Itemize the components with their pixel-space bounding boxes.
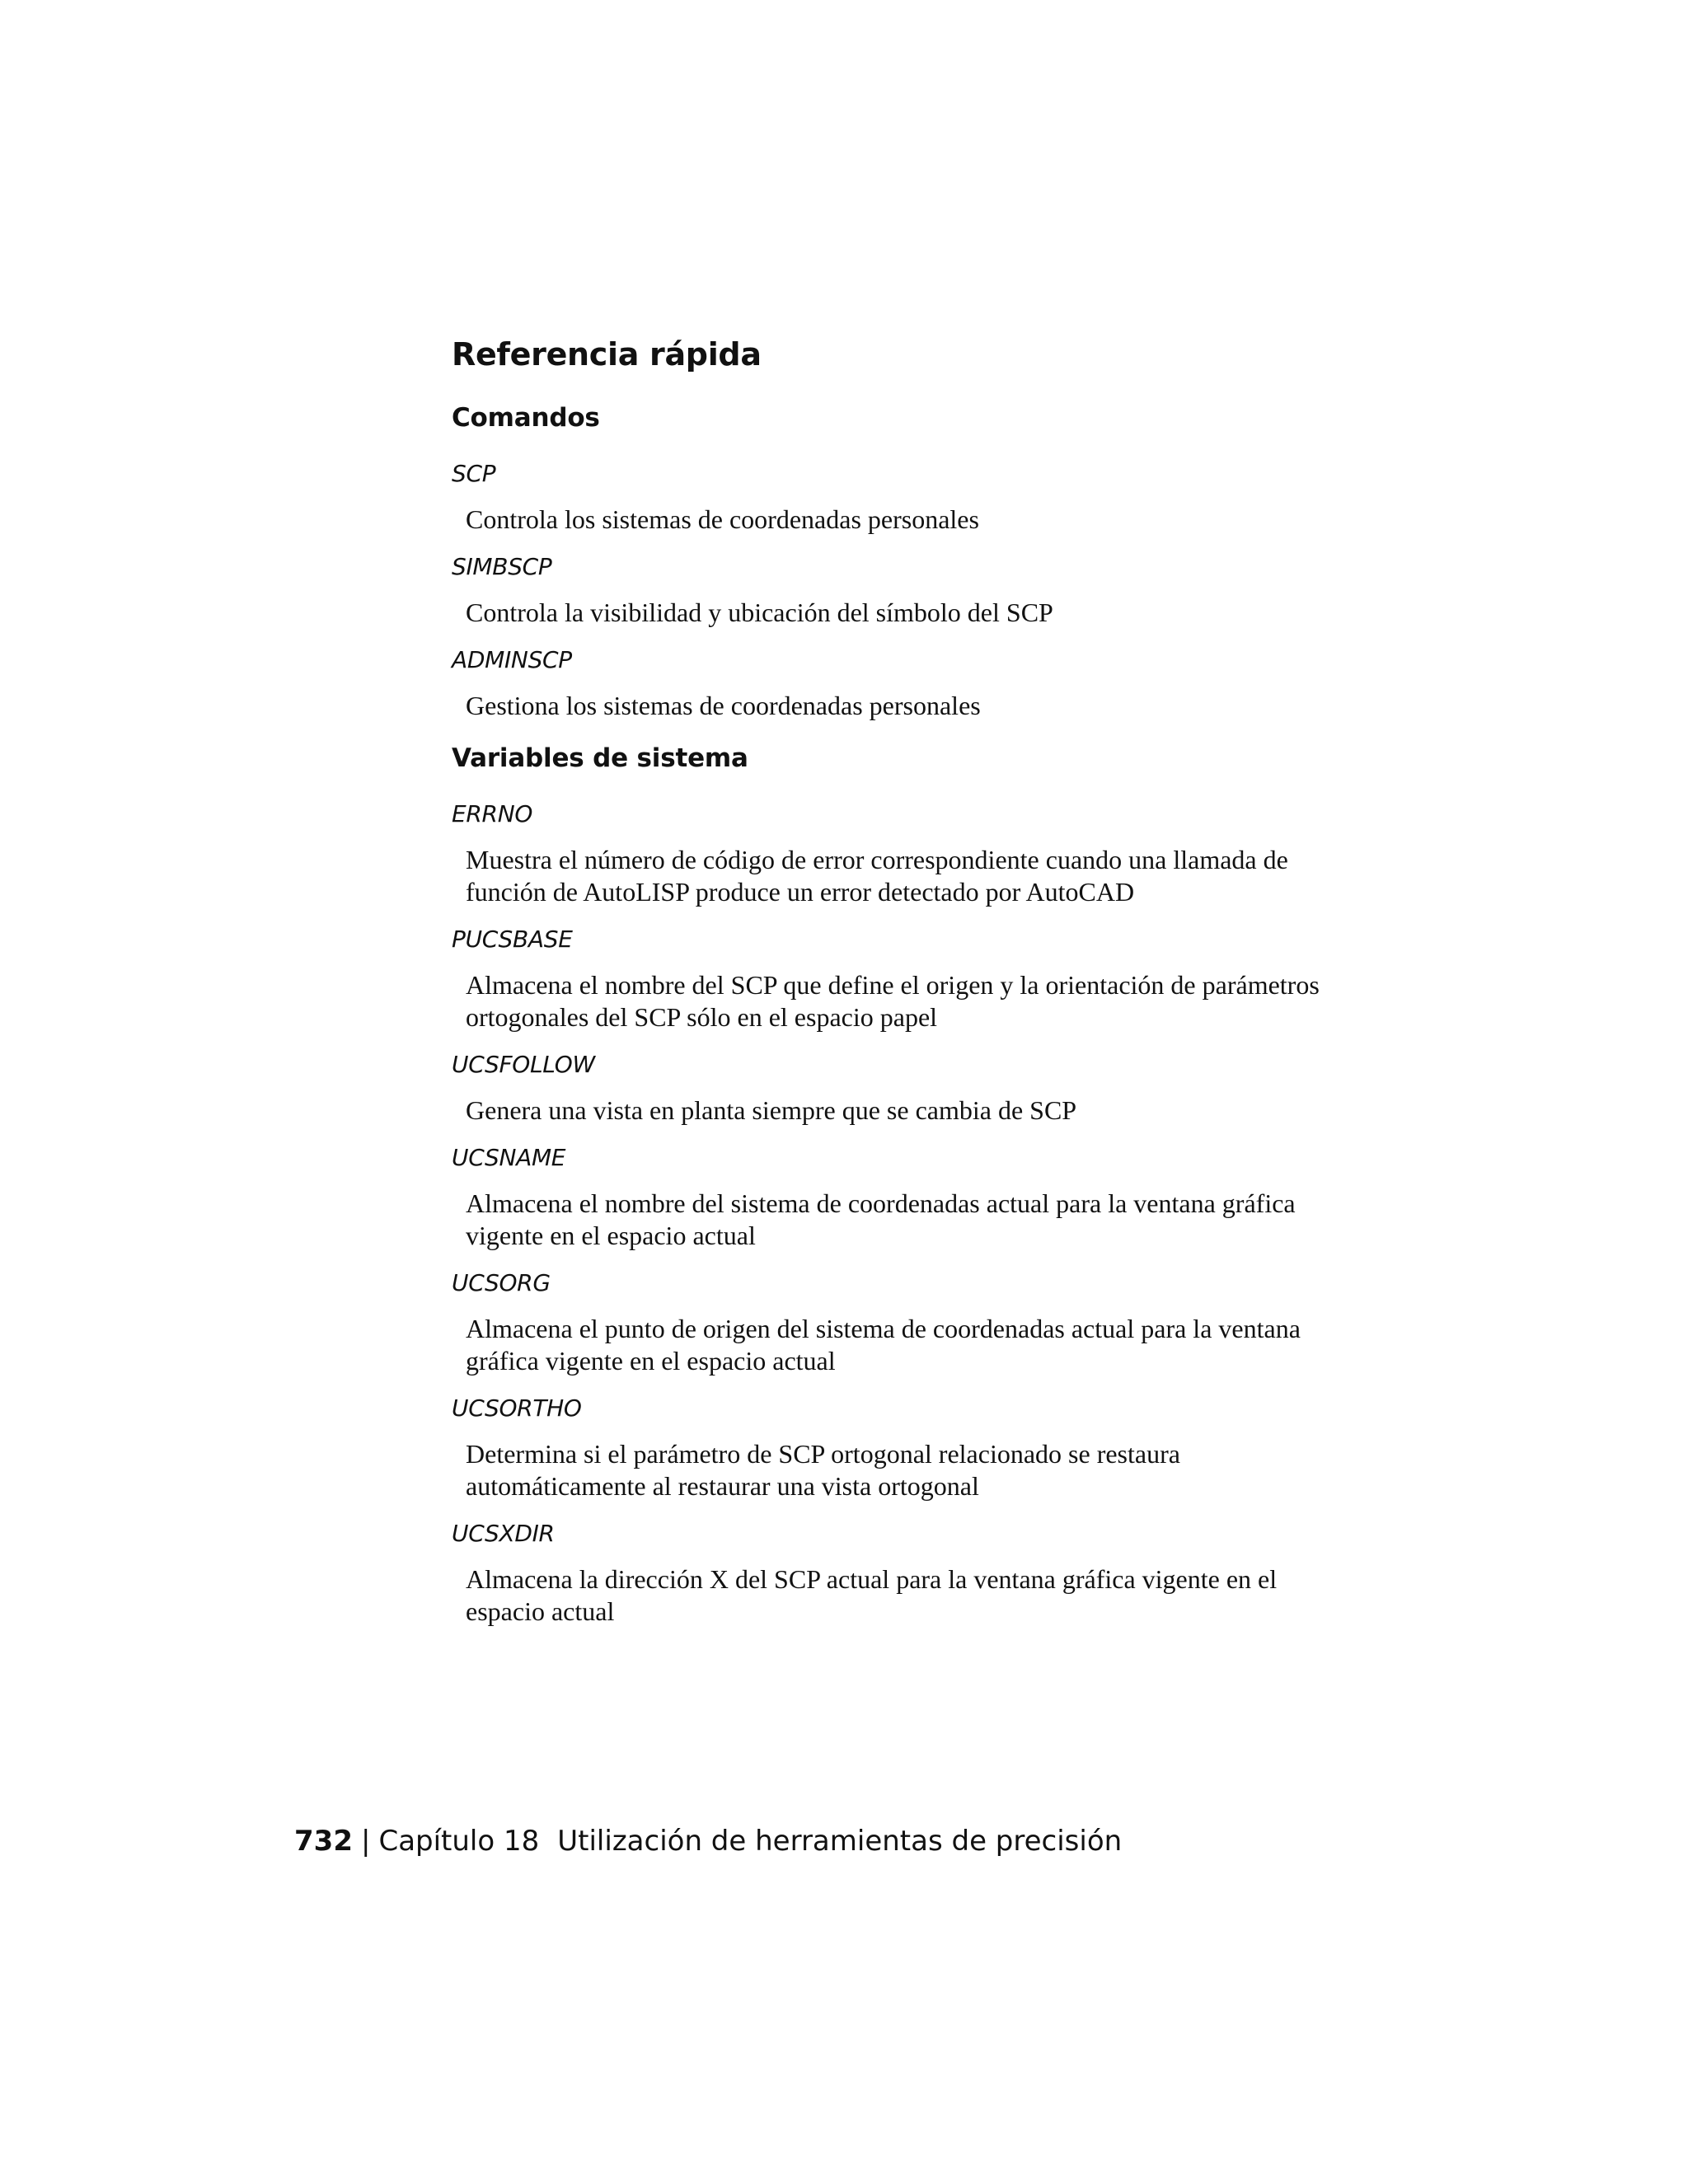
command-term-scp: SCP [452, 460, 496, 487]
variable-term-ucsortho: UCSORTHO [452, 1394, 582, 1422]
system-variables-heading: Variables de sistema [452, 743, 748, 773]
page-content [452, 334, 1342, 1644]
page-footer [294, 1823, 1122, 1859]
variable-description-ucsxdir: Almacena la dirección X del SCP actual para la ventana gráfica vigente en el espacio actual [466, 1564, 1278, 1626]
variable-term-ucsfollow: UCSFOLLOW [452, 1051, 595, 1078]
chapter-label: Capítulo 18 [378, 1825, 540, 1858]
command-description-adminscp: Gestiona los sistemas de coordenadas personales [466, 691, 981, 720]
variable-description-ucsname: Almacena el nombre del sistema de coordenadas actual para la ventana gráfica vigente en el espacio actual [466, 1188, 1296, 1250]
command-description-simbscp: Controla la visibilidad y ubicación del símbolo del SCP [466, 598, 1053, 627]
command-term-adminscp: ADMINSCP [452, 646, 572, 673]
command-description-scp: Controla los sistemas de coordenadas personales [466, 504, 979, 534]
variable-description-errno: Muestra el número de código de error correspondiente cuando una llamada de función de AutoLISP produce un error detectado por AutoCAD [466, 845, 1288, 907]
variable-description-ucsortho: Determina si el parámetro de SCP ortogonal relacionado se restaura automáticamente al restaurar una vista ortogonal [466, 1439, 1180, 1501]
variable-description-ucsorg: Almacena el punto de origen del sistema de coordenadas actual para la ventana gráfica vigente en el espacio actual [466, 1314, 1301, 1376]
variable-term-ucsxdir: UCSXDIR [452, 1520, 555, 1547]
variable-term-ucsname: UCSNAME [452, 1144, 566, 1171]
commands-heading: Comandos [452, 403, 600, 433]
variable-term-pucsbase: PUCSBASE [452, 926, 573, 953]
footer-separator: | [360, 1825, 371, 1858]
command-term-simbscp: SIMBSCP [452, 553, 552, 580]
variable-term-errno: ERRNO [452, 800, 533, 827]
variable-description-pucsbase: Almacena el nombre del SCP que define el origen y la orientación de parámetros ortogonales del SCP sólo en el espacio papel [466, 970, 1320, 1032]
variable-description-ucsfollow: Genera una vista en planta siempre que se cambia de SCP [466, 1095, 1077, 1125]
section-title: Referencia rápida [452, 336, 762, 373]
page-number: 732 [294, 1825, 353, 1858]
chapter-title: Utilización de herramientas de precisión [557, 1825, 1123, 1858]
variable-term-ucsorg: UCSORG [452, 1269, 551, 1296]
